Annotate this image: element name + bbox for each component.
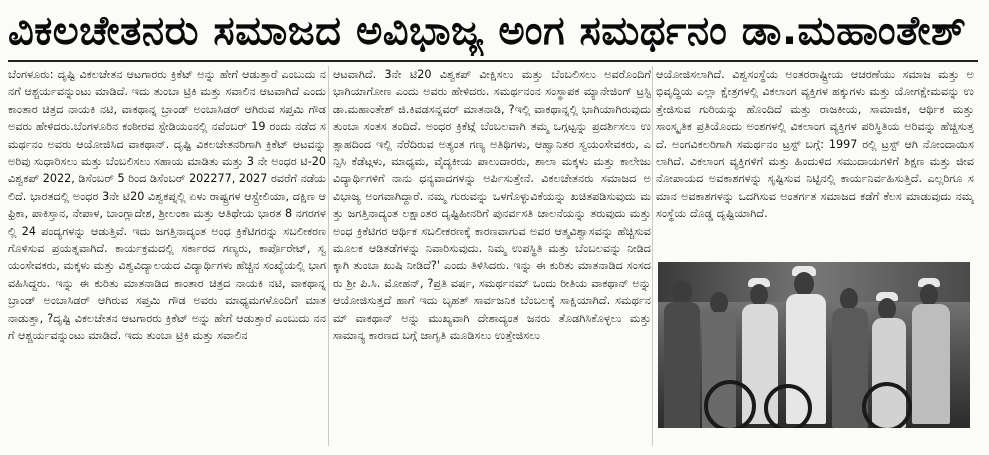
article-column-1 bbox=[8, 66, 326, 448]
wheelchair-wheel bbox=[704, 380, 756, 428]
column-divider bbox=[328, 66, 329, 446]
event-photo bbox=[658, 262, 970, 428]
article-column-2 bbox=[333, 66, 651, 448]
column-divider bbox=[652, 66, 653, 446]
headline: ವಿಕಲಚೇತನರು ಸಮಾಜದ ಅವಿಭಾಜ್ಯ ಅಂಗ ಸಮರ್ಥನಂ ಡಾ.ಮಹಾಂತೇಶ್ bbox=[8, 8, 967, 54]
column-2-text: ಆಟವಾಗಿದೆ. 3ನೇ ಟಿ20 ವಿಶ್ವಕಪ್ ವೀಕ್ಷಿಸಲು ಮತ್ತು ಬೆಂಬಲಿಸಲು ಅವರೊಂದಿಗೆ ಭಾಗಿಯಾಗೋಣ ಎಂದು ಅವರು ಹೇಳಿದರು. ಸಮರ್ಥನಂನ ಸಂಸ್ಥಾಪಕ ಮ್ಯಾನೇಜಿಂಗ್ ಟ್ರಸ್ಟಿ ಡಾ.ಮಹಾಂತೇಶ್ ಜಿ.ಕಿವಡಸನ್ನವರ್ ಮಾತನಾಡಿ, ?ಇಲ್ಲಿ ವಾಕಥಾನ್ನಲ್ಲಿ ಭಾಗಿಯಾಗಿರುವುದು ತುಂಬಾ ಸಂತಸ ತಂದಿದೆ. ಅಂಧರ ಕ್ರಿಕೆಟ್ಗೆ ಬೆಂಬಲವಾಗಿ ತಮ್ಮ ಒಗ್ಗಟ್ಟನ್ನು ಪ್ರದರ್ಶಿಸಲು ಉತ್ಸಾಹದಿಂದ ಇಲ್ಲಿ ನೆರೆದಿರುವ ಅತ್ಯಂತ ಗಣ್ಯ ಅತಿಥಿಗಳು, ಆಹ್ವಾನಿತರ ಸ್ವಯಂಸೇವಕರು, ಎನ್ಸಿಸಿ ಕೆಡೆಟ್ಗಳು, ಮಾಧ್ಯಮ, ವೈದ್ಯಕೀಯ ಪಾಲುದಾರರು, ಶಾಲಾ ಮಕ್ಕಳು ಮತ್ತು ಕಾಲೇಜು ವಿದ್ಯಾರ್ಥಿಗಳಿಗೆ ನಾನು ಧನ್ಯವಾದಗಳನ್ನು ಅರ್ಪಿಸುತ್ತೇನೆ. ವಿಕಲಚೇತನರು ಸಮಾಜದ ಅವಿಭಾಜ್ಯ ಅಂಗವಾಗಿದ್ದಾರೆ. ನಮ್ಮ ಗುರುವನ್ನು ಒಳಗೊಳ್ಳುವಿಕೆಯನ್ನು ಖಚಿತಪಡಿಸುವುದು ಮತ್ತು ಜಗತ್ತಿನಾದ್ಯಂತ ಲಕ್ಷಾಂತರ ದೃಷ್ಟಿಹೀನರಿಗೆ ಪುನರ್ವಸತಿ ಚಾಲನೆಯನ್ನು ತರುವುದು ಮತ್ತು ಅಂಧ ಕ್ರಿಕೆಟಿಗರ ಆರ್ಥಿಕ ಸಬಲೀಕರಣಕ್ಕೆ ಕಾರಣವಾಗುವ ಅವರ ಆತ್ಮವಿಶ್ವಾಸವನ್ನು ಹೆಚ್ಚಿಸುವ ಮೂಲಕ ಆಡಿತಡೆಗಳನ್ನು ನಿವಾರಿಸುವುದು. ನಿಮ್ಮ ಉಪಸ್ಥಿತಿ ಮತ್ತು ಬೆಂಬಲವನ್ನು ನೀಡಿದಕ್ಕಾಗಿ ತುಂಬಾ ಖುಷಿ ನೀಡಿದೆ?' ಎಂದು ತಿಳಿಸಿದರು. ಇನ್ನು ಈ ಕುರಿತು ಮಾತನಾಡಿದ ಸಂಸದರು ಶ್ರೀ ಪಿ.ಸಿ. ಮೋಹನ್, ?ಪ್ರತಿ ವರ್ಷ, ಸಮರ್ಥನಮ್ ಒಂದು ರೀತಿಯ ವಾಕಥಾನ್ ಅನ್ನು ಆಯೋಜಿಸುತ್ತದೆ ಹಾಗೆ ಇದು ಬೃಹತ್ ಸಾರ್ವಜನಿಕ ಬೆಂಬಲಕ್ಕೆ ಸಾಕ್ಷಿಯಾಗಿದೆ. ಸಮರ್ಥನಮ್ ವಾಕಥಾನ್ ಅನ್ನು ಮುಖ್ಯವಾಗಿ ದೇಶಾದ್ಯಂತ ಜನರು ತೊಡಗಿಸಿಕೊಳ್ಳಲು ಮತ್ತು ಸಾಮಾನ್ಯ ಕಾರಣದ ಬಗ್ಗೆ ಜಾಗೃತಿ ಮೂಡಿಸಲು ಉತ್ತೇಜಿಸಲು bbox=[333, 68, 651, 343]
column-3-text: ಆಯೋಜಿಸಲಾಗಿದೆ. ವಿಶ್ವಸಂಸ್ಥೆಯ ಅಂತರರಾಷ್ಟ್ರೀಯ ಆಚರಣೆಯು ಸಮಾಜ ಮತ್ತು ಅಭಿವೃದ್ಧಿಯ ಎಲ್ಲಾ ಕ್ಷೇತ್ರಗಳಲ್ಲಿ ವಿಕಲಾಂಗ ವ್ಯಕ್ತಿಗಳ ಹಕ್ಕುಗಳು ಮತ್ತು ಯೋಗಕ್ಷೇಮವನ್ನು ಉತ್ತೇಜಿಸುವ ಗುರಿಯನ್ನು ಹೊಂದಿದೆ ಮತ್ತು ರಾಜಕೀಯ, ಸಾಮಾಜಿಕ, ಆರ್ಥಿಕ ಮತ್ತು ಸಾಂಸ್ಕೃತಿಕ ಪ್ರತಿಯೊಂದು ಅಂಶಗಳಲ್ಲಿ ವಿಕಲಾಂಗ ವ್ಯಕ್ತಿಗಳ ಪರಿಸ್ಥಿತಿಯ ಅರಿವನ್ನು ಹೆಚ್ಚಿಸುತ್ತದೆ. ಅಂಗವಿಕಲರಿಗಾಗಿ ಸಮರ್ಥನಂ ಟ್ರಸ್ಟ್ ಬಗ್ಗೆ: 1997 ರಲ್ಲಿ ಟ್ರಸ್ಟ್ ಆಗಿ ನೋಂದಾಯಿಸಲಾಗಿದೆ. ವಿಕಲಾಂಗ ವ್ಯಕ್ತಿಗಳಿಗೆ ಮತ್ತು ಹಿಂದುಳಿದ ಸಮುದಾಯಗಳಿಗೆ ಶಿಕ್ಷಣ ಮತ್ತು ಜೀವನೋಪಾಯದ ಅವಕಾಶಗಳನ್ನು ಸೃಷ್ಟಿಸುವ ನಿಟ್ಟಿನಲ್ಲಿ ಕಾರ್ಯನಿರ್ವಹಿಸುತ್ತಿದೆ. ಎಲ್ಲರಿಗೂ ಸಮಾನ ಅವಕಾಶಗಳನ್ನು ಒದಗಿಸುವ ಅಂತರ್ಗತ ಸಮಾಜದ ಕಡೆಗೆ ಕೆಲಸ ಮಾಡುವುದು ನಮ್ಮ ಸಂಸ್ಥೆಯ ದೊಡ್ಡ ದೃಷ್ಟಿಯಾಗಿದೆ. bbox=[656, 68, 974, 221]
headline-rule bbox=[8, 60, 978, 62]
wheelchair-wheel bbox=[764, 384, 812, 428]
wheelchair-wheel bbox=[862, 382, 912, 428]
article-column-3 bbox=[656, 66, 974, 254]
column-1-text: ಬೆಂಗಳೂರು: ದೃಷ್ಟಿ ವಿಕಲಚೇತನ ಆಟಗಾರರು ಕ್ರಿಕೆಟ್ ಅನ್ನು ಹೇಗೆ ಆಡುತ್ತಾರೆ ಎಂಬುದು ನನಗೆ ಆಶ್ಚರ್ಯವನ್ನುಂಟು ಮಾಡಿದೆ. ಇದು ತುಂಬಾ ಟ್ರಿಕಿ ಮತ್ತು ಸವಾಲಿನ ಆಟವಾಗಿದೆ ಎಂದು ಕಾಂತಾರ ಚಿತ್ರದ ನಾಯಕಿ ನಟಿ, ವಾಕಥಾನ್ನ ಬ್ರಾಂಡ್ ಅಂಬಾಸಿಡರ್ ಆಗಿರುವ ಸಪ್ತಮಿ ಗೌಡ ಅವರು ಹೇಳಿದರು.ಬೆಂಗಳೂರಿನ ಕಂಠೀರವ ಸ್ಟೇಡಿಯಂನಲ್ಲಿ ನವೆಂಬರ್ 19 ರಂದು ನಡೆದ ಸಮರ್ಥನಂ ಅವರು ಆಯೋಜಿಸಿದ ವಾಕಥಾನ್. ದೃಷ್ಟಿ ವಿಕಲಚೇತನರಿಗಾಗಿ ಕ್ರಿಕೆಟ್ ಆಟವನ್ನು ಅರಿವು ಸುಧಾರಿಸಲು ಮತ್ತು ಬೆಂಬಲಿಸಲು ಸಹಾಯ ಮಾಡಿತು ಮತ್ತು 3 ನೇ ಅಂಧರ ಟಿ-20 ವಿಶ್ವಕಪ್ 2022, ಡಿಸೆಂಬರ್ 5 ರಿಂದ ಡಿಸೆಂಬರ್ 202277, 2027 ರವರೆಗೆ ನಡೆಯಲಿದೆ. ಭಾರತದಲ್ಲಿ ಅಂಧರ 3ನೇ ಟಿ20 ವಿಶ್ವಕಪ್ನಲ್ಲಿ ಏಳು ರಾಷ್ಟ್ರಗಳ ಆಸ್ಟ್ರೇಲಿಯಾ, ದಕ್ಷಿಣ ಆಫ್ರಿಕಾ, ಪಾಕಿಸ್ತಾನ, ನೇಪಾಳ, ಬಾಂಗ್ಲಾದೇಶ, ಶ್ರೀಲಂಕಾ ಮತ್ತು ಆತಿಥೇಯ ಭಾರತ 8 ನಗರಗಳಲ್ಲಿ 24 ಪಂದ್ಯಗಳನ್ನು ಆಡುತ್ತಿವೆ. ಇದು ಜಗತ್ತಿನಾದ್ಯಂತ ಅಂಧ ಕ್ರಿಕೆಟಿಗರನ್ನು ಸಬಲೀಕರಣಗೊಳಿಸುವ ಪ್ರಯತ್ನವಾಗಿದೆ. ಕಾರ್ಯಕ್ರಮದಲ್ಲಿ ಸರ್ಕಾರದ ಗಣ್ಯರು, ಕಾರ್ಪೊರೇಟ್, ಸ್ವಯಂಸೇವಕರು, ಮಕ್ಕಳು ಮತ್ತು ವಿಶ್ವವಿದ್ಯಾಲಯದ ವಿದ್ಯಾರ್ಥಿಗಳು ಹೆಚ್ಚಿನ ಸಂಖ್ಯೆಯಲ್ಲಿ ಭಾಗವಹಿಸಿದ್ದರು. ಇನ್ನು ಈ ಕುರಿತು ಮಾತನಾಡಿದ ಕಾಂತಾರ ಚಿತ್ರದ ನಾಯಕಿ ನಟಿ, ವಾಕಥಾನ್ನ ಬ್ರಾಂಡ್ ಅಂಬಾಸಿಡರ್ ಆಗಿರುವ ಸಪ್ತಮಿ ಗೌಡ ಅವರು ಮಾಧ್ಯಮಗಳೊಂದಿಗೆ ಮಾತನಾಡುತ್ತಾ, ?ದೃಷ್ಟಿ ವಿಕಲಚೇತನ ಆಟಗಾರರು ಕ್ರಿಕೆಟ್ ಅನ್ನು ಹೇಗೆ ಆಡುತ್ತಾರೆ ಎಂಬುದು ನನಗೆ ಆಶ್ಚರ್ಯವನ್ನುಂಟು ಮಾಡಿದೆ. ಇದು ತುಂಬಾ ಟ್ರಿಕಿ ಮತ್ತು ಸವಾಲಿನ bbox=[8, 68, 326, 343]
